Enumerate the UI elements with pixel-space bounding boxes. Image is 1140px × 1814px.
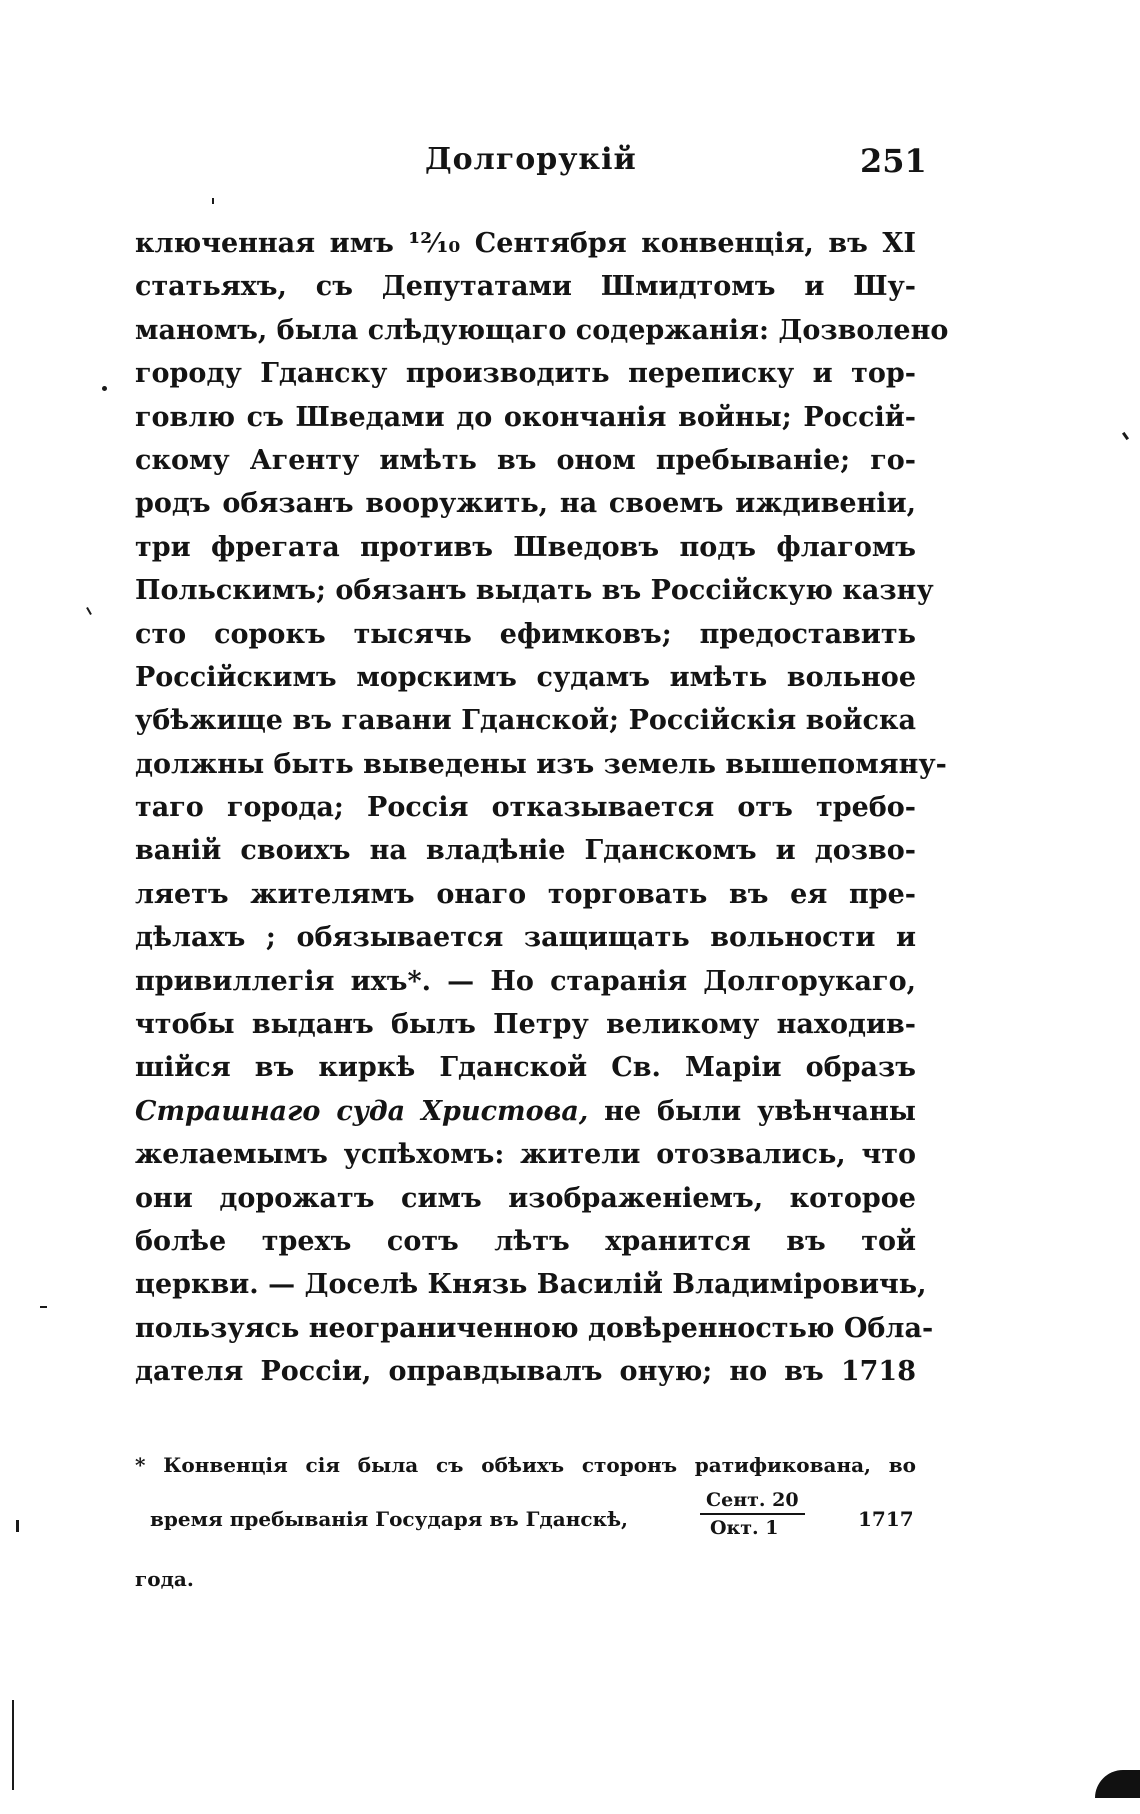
scan-speck [1122, 432, 1129, 440]
footnote [135, 1445, 916, 1591]
footnote-lead: время пребыванія Государя въ Гданскѣ, [150, 1507, 629, 1531]
footnote-line-fraction [135, 1485, 916, 1565]
text-line: три фрегата противъ Шведовъ подъ флагомъ [135, 531, 916, 563]
text-line: ключенная имъ ¹²⁄₁₀ Сентября конвенція, въ XI [135, 228, 916, 259]
text-line-italic [135, 1090, 916, 1133]
italic-title: Страшнаго суда Христова, [135, 1095, 589, 1127]
text-line: ваній своихъ на владѣніе Гданскомъ и дозво- [135, 835, 916, 867]
text-line: должны быть выведены изъ земель вышепомяну- [135, 748, 947, 780]
text-line: скому Агенту имѣть въ оном пребываніе; го- [135, 444, 916, 476]
text-line: желаемымъ успѣхомъ: жители отозвались, что [135, 1139, 916, 1171]
text-line: убѣжище въ гавани Гданской; Россійскія войска [135, 705, 916, 737]
text-line: городу Гданску производить переписку и тор- [135, 358, 916, 390]
italic-line-rest: не были увѣнчаны [588, 1095, 916, 1127]
text-line: маномъ, была слѣдующаго содержанія: Дозволено [135, 314, 949, 346]
text-line: Польскимъ; обязанъ выдать въ Россійскую казну [135, 575, 934, 607]
text-line: церкви. — Доселѣ Князь Василій Владиміровичь, [135, 1269, 927, 1301]
text-line: таго города; Россія отказывается отъ требо- [135, 792, 916, 824]
page-number: 251 [860, 142, 927, 180]
scan-edge-line [12, 1700, 14, 1790]
scan-corner-blot [1095, 1770, 1140, 1798]
text-line: болѣе трехъ сотъ лѣтъ хранится въ той [135, 1225, 916, 1257]
text-line: дѣлахъ ; обязывается защищать вольности и [135, 922, 916, 954]
footnote-line: * Конвенція сія была съ обѣихъ сторонъ ратификована, во [135, 1453, 916, 1477]
footnote-year: 1717 [858, 1507, 914, 1531]
text-line: шійся въ киркѣ Гданской Св. Маріи образъ [135, 1052, 916, 1084]
running-title: Долгорукій [425, 142, 637, 177]
text-line: родъ обязанъ вооружить, на своемъ иждивеніи, [135, 488, 916, 520]
scan-speck [212, 198, 214, 204]
fraction-bottom: Окт. 1 [710, 1517, 779, 1539]
text-line: сто сорокъ тысячь ефимковъ; предоставить [135, 618, 916, 650]
text-line: статьяхъ, съ Депутатами Шмидтомъ и Шу- [135, 271, 916, 303]
text-line: чтобы выданъ былъ Петру великому находив- [135, 1009, 916, 1041]
fraction-top: Сент. 20 [700, 1489, 805, 1515]
scan-speck [16, 1520, 19, 1532]
text-line: пользуясь неограниченною довѣренностью Обла- [135, 1312, 934, 1344]
date-fraction [700, 1489, 805, 1539]
text-line: говлю съ Шведами до окончанія войны; Россій- [135, 401, 916, 433]
text-line: дателя Россіи, оправдывалъ оную; но въ 1718 [135, 1356, 916, 1388]
text-line: привиллегія ихъ*. — Но старанія Долгорукаго, [135, 965, 916, 997]
text-line: ляетъ жителямъ онаго торговать въ ея пре- [135, 878, 916, 910]
scan-speck [86, 607, 92, 615]
scan-speck [102, 386, 107, 391]
text-line: они дорожатъ симъ изображеніемъ, которое [135, 1182, 916, 1214]
footnote-line: года. [135, 1567, 194, 1591]
text-line: Россійскимъ морскимъ судамъ имѣть вольное [135, 661, 916, 693]
body-text [135, 222, 949, 1394]
scan-speck [40, 1306, 47, 1308]
